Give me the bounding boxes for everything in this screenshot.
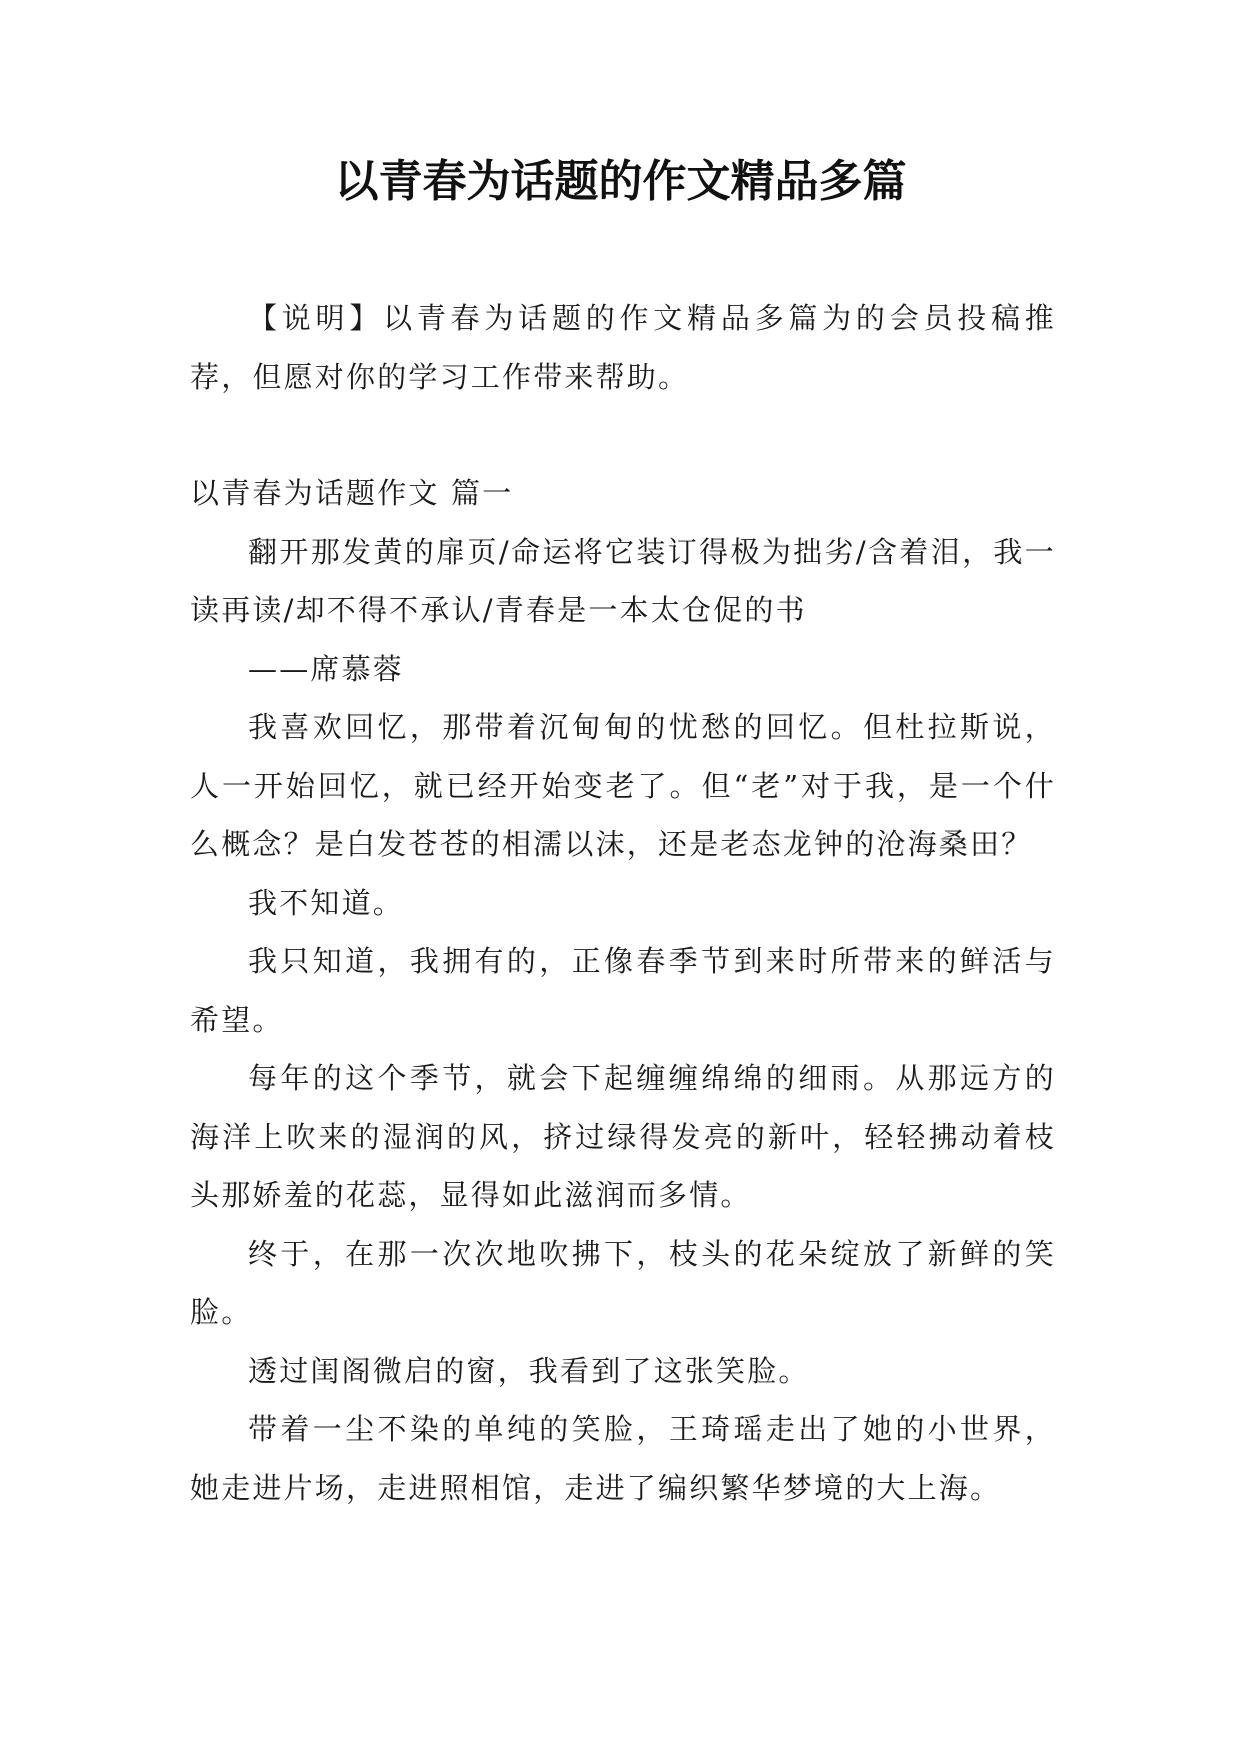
- body-paragraph: 我喜欢回忆，那带着沉甸甸的忧愁的回忆。但杜拉斯说，人一开始回忆，就已经开始变老了。但“老”对于我，是一个什么概念？是白发苍苍的相濡以沫，还是老态龙钟的沧海桑田？: [190, 710, 1056, 861]
- body-paragraph: 每年的这个季节，就会下起缠缠绵绵的细雨。从那远方的海洋上吹来的湿润的风，挤过绿得发亮的新叶，轻轻拂动着枝头那娇羞的花蕊，显得如此滋润而多情。: [190, 1061, 1056, 1212]
- intro-paragraph: 【说明】以青春为话题的作文精品多篇为的会员投稿推荐，但愿对你的学习工作带来帮助。: [190, 301, 1056, 394]
- body-paragraph: 透过闺阁微启的窗，我看到了这张笑脸。: [248, 1353, 810, 1388]
- document-body: [190, 289, 1056, 1517]
- body-paragraph: 带着一尘不染的单纯的笑脸，王琦瑶走出了她的小世界，她走进片场，走进照相馆，走进了编织繁华梦境的大上海。: [190, 1412, 1056, 1505]
- paragraph-spacer: [190, 406, 1056, 464]
- body-paragraph: 我不知道。: [248, 885, 405, 920]
- quote-attribution: ——席慕蓉: [248, 651, 405, 686]
- section-heading: 以青春为话题作文 篇一: [190, 476, 514, 510]
- poem-quote: 翻开那发黄的扉页/命运将它装订得极为拙劣/含着泪，我一读再读/却不得不承认/青春是一本太仓促的书: [190, 534, 1056, 627]
- body-paragraph: 我只知道，我拥有的，正像春季节到来时所带来的鲜活与希望。: [190, 944, 1056, 1037]
- document-title: 以青春为话题的作文精品多篇: [334, 156, 907, 207]
- body-paragraph: 终于，在那一次次地吹拂下，枝头的花朵绽放了新鲜的笑脸。: [190, 1236, 1056, 1329]
